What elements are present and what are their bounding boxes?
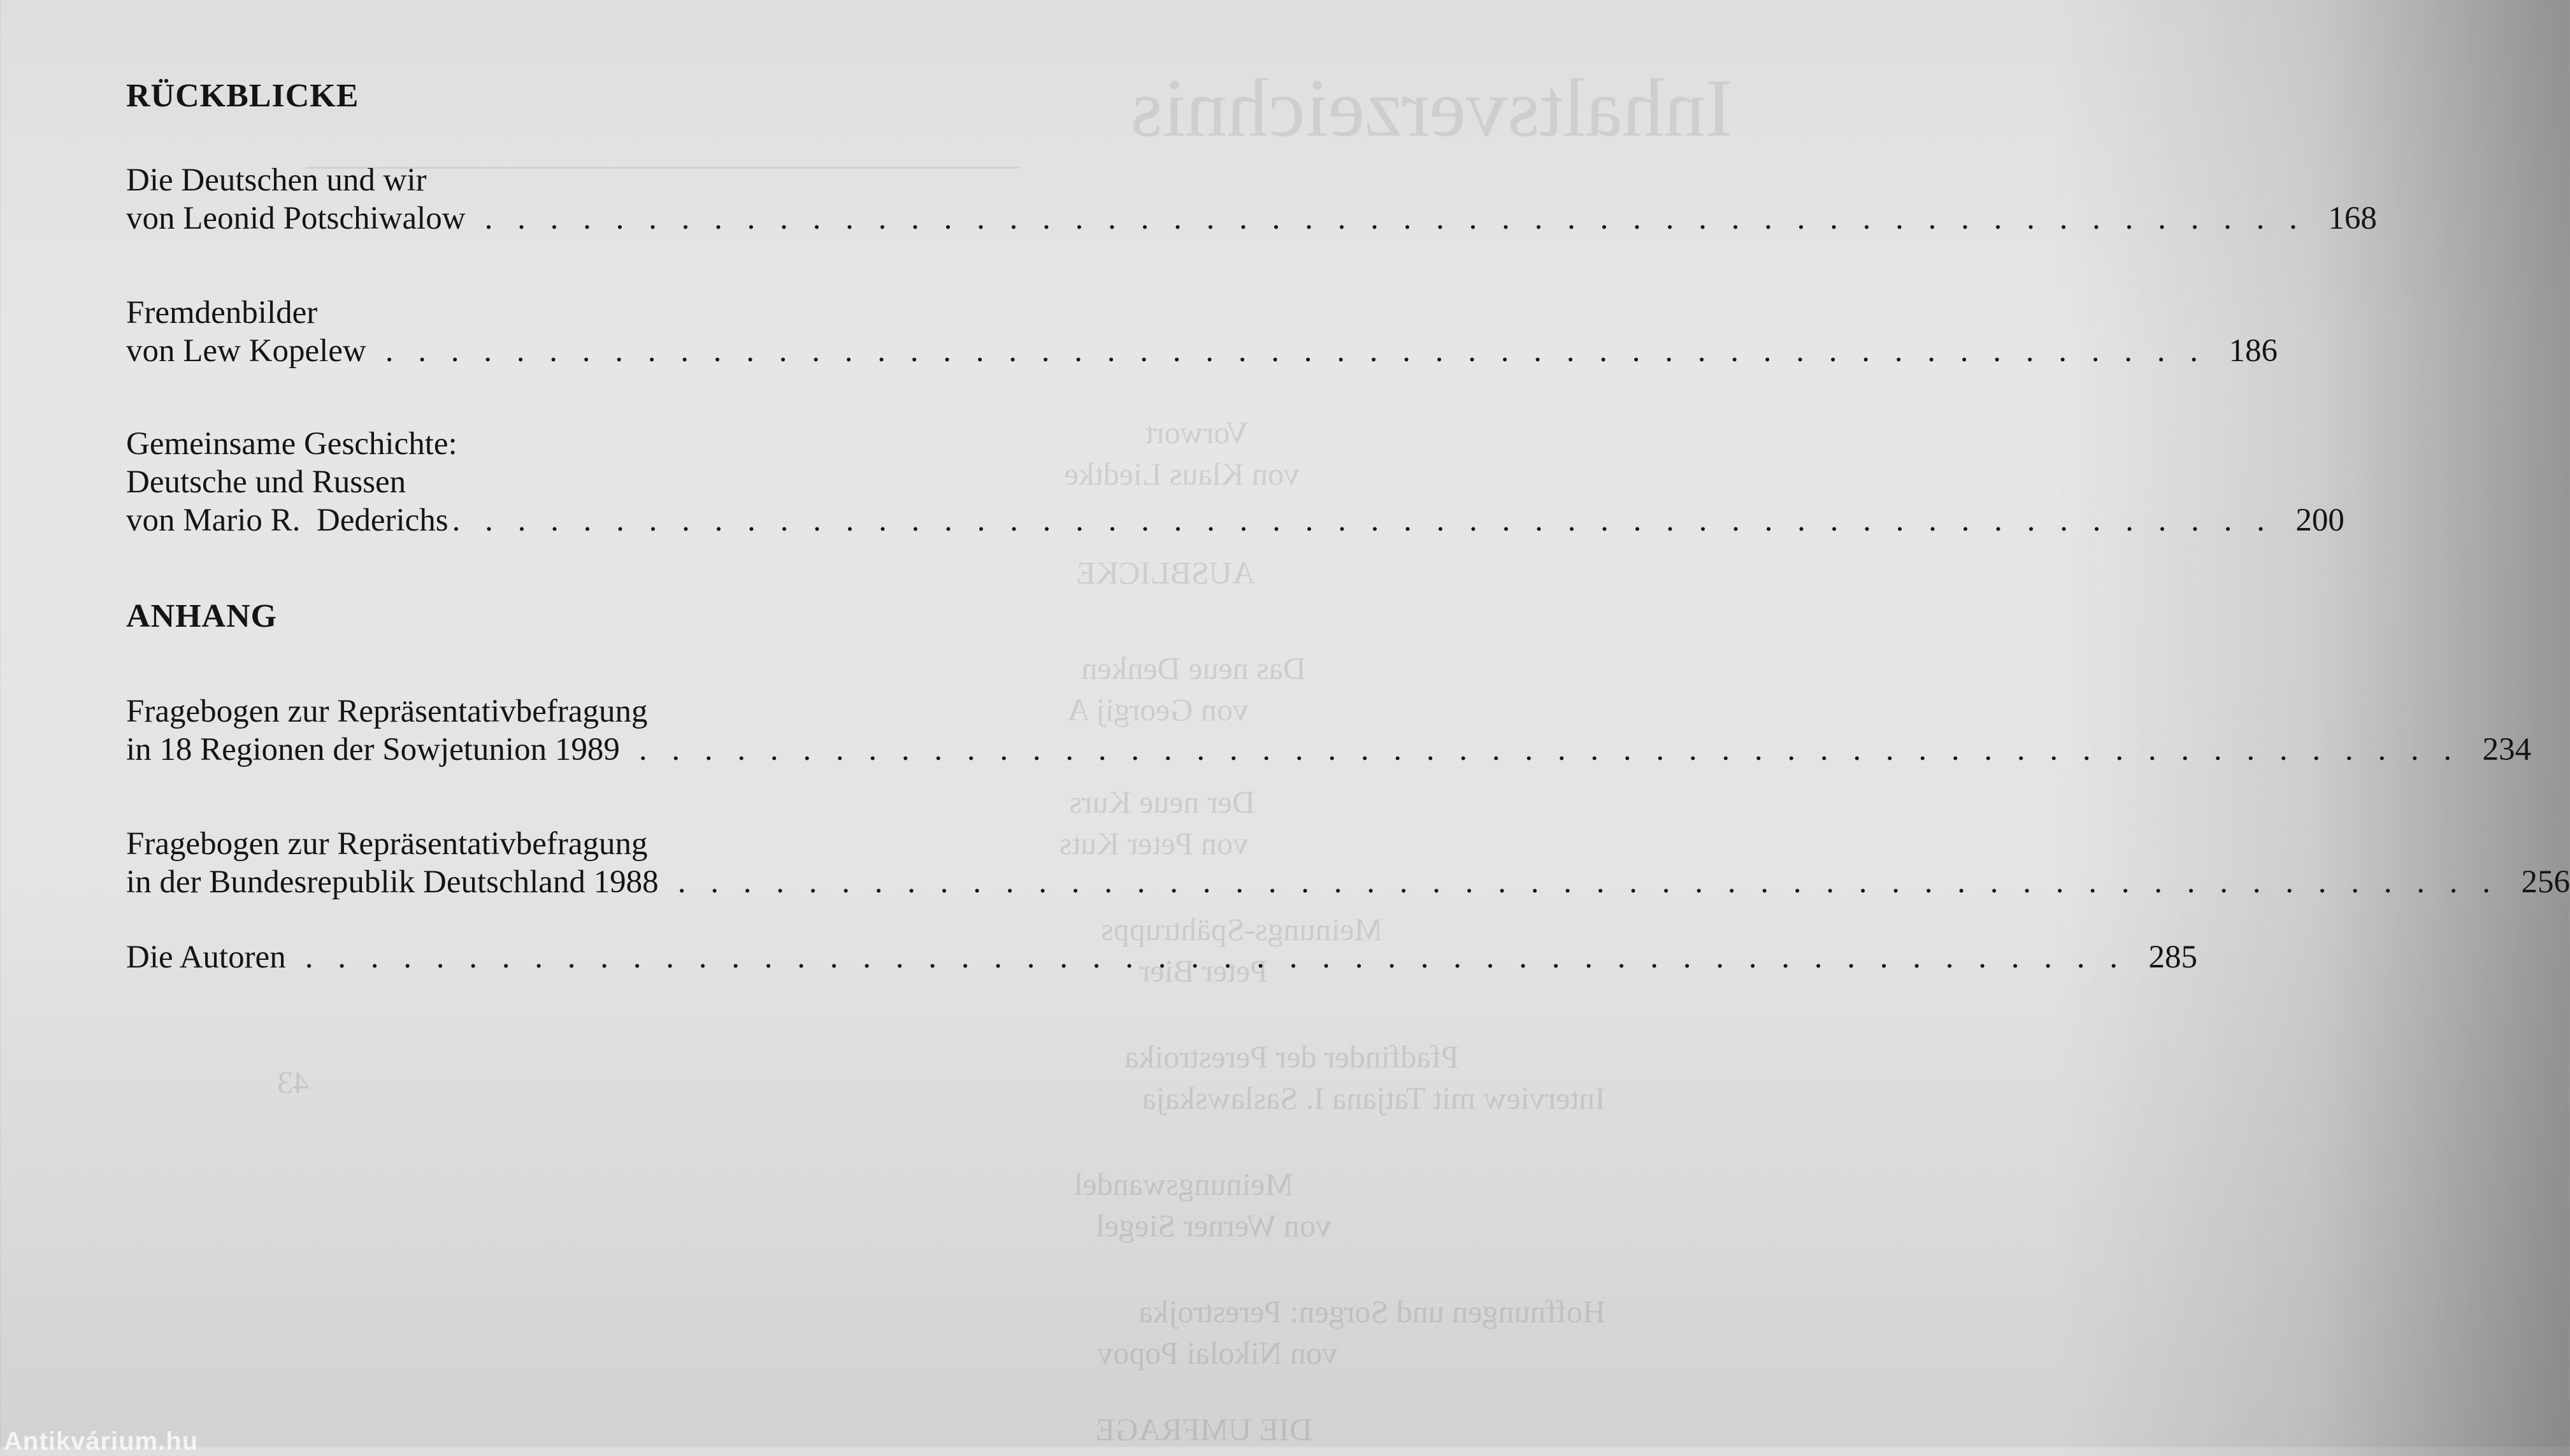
showthrough-line: DIE UMFRAGE (1095, 1411, 1312, 1447)
dot-leader (678, 863, 2499, 901)
section-heading-anhang: ANHANG (126, 598, 278, 634)
entry-title-line: Deutsche und Russen (126, 464, 406, 500)
entry-author-line: von Lew Kopelew (126, 333, 366, 369)
showthrough-line: Hoffnungen und Sorgen: Perestrojka (1138, 1294, 1605, 1329)
entry-title-line: Fragebogen zur Repräsentativbefragung (126, 694, 648, 729)
page-number: 256 (2521, 864, 2570, 900)
watermark: Antikvárium.hu (4, 1427, 199, 1455)
showthrough-title: Inhaltsverzeichnis (1130, 62, 1733, 154)
entry-title-line: Fragebogen zur Repräsentativbefragung (126, 826, 648, 862)
showthrough-line: Vorwort (1145, 415, 1249, 450)
dot-leader (639, 731, 2460, 769)
page-number: 186 (2229, 333, 2278, 369)
dot-leader (385, 332, 2206, 370)
showthrough-line: von Nikolai Popov (1097, 1335, 1338, 1371)
dot-leader (305, 938, 2126, 976)
entry-title-line: in 18 Regionen der Sowjetunion 1989 (126, 732, 620, 767)
entry-title-line: Gemeinsame Geschichte: (126, 426, 457, 462)
showthrough-line: Peter Bier (1139, 953, 1268, 989)
showthrough-line: Meinungswandel (1073, 1166, 1293, 1202)
page-number: 234 (2482, 732, 2532, 767)
page-number: 200 (2295, 503, 2344, 538)
entry-title-line: Die Autoren (126, 939, 286, 975)
showthrough-line: Pfadfinder der Perestroika (1124, 1039, 1459, 1074)
showthrough-line: 43 (277, 1064, 309, 1100)
showthrough-line: Das neue Denken (1081, 650, 1306, 686)
toc-entry (126, 161, 2377, 238)
dot-leader (452, 501, 2273, 539)
entry-author-line: von Mario R. Dederichs (126, 503, 449, 538)
section-heading-rueckblicke: RÜCKBLICKE (126, 78, 359, 114)
page-number: 168 (2328, 201, 2377, 236)
showthrough-line: von Georgij A (1066, 692, 1249, 727)
toc-entry (126, 294, 2278, 370)
showthrough-line: von Peter Kuts (1059, 825, 1249, 861)
entry-title-line: Fremdenbilder (126, 295, 318, 331)
entry-title-line: in der Bundesrepublik Deutschland 1988 (126, 864, 659, 900)
showthrough-line: von Werner Siegel (1096, 1208, 1332, 1243)
showthrough-line: von Klaus Liedtke (1064, 456, 1300, 492)
entry-title-line: Die Deutschen und wir (126, 162, 427, 198)
page-number: 285 (2148, 939, 2197, 975)
showthrough-line: Interview mit Tatjana I. Saslawskaja (1142, 1080, 1605, 1116)
dot-leader (485, 199, 2306, 238)
showthrough-line: AUSBLICKE (1076, 555, 1255, 590)
showthrough-line: Meinungs-Spähtrupps (1101, 911, 1382, 947)
showthrough-line: Der neue Kurs (1069, 784, 1255, 820)
entry-author-line: von Leonid Potschiwalow (126, 201, 466, 236)
